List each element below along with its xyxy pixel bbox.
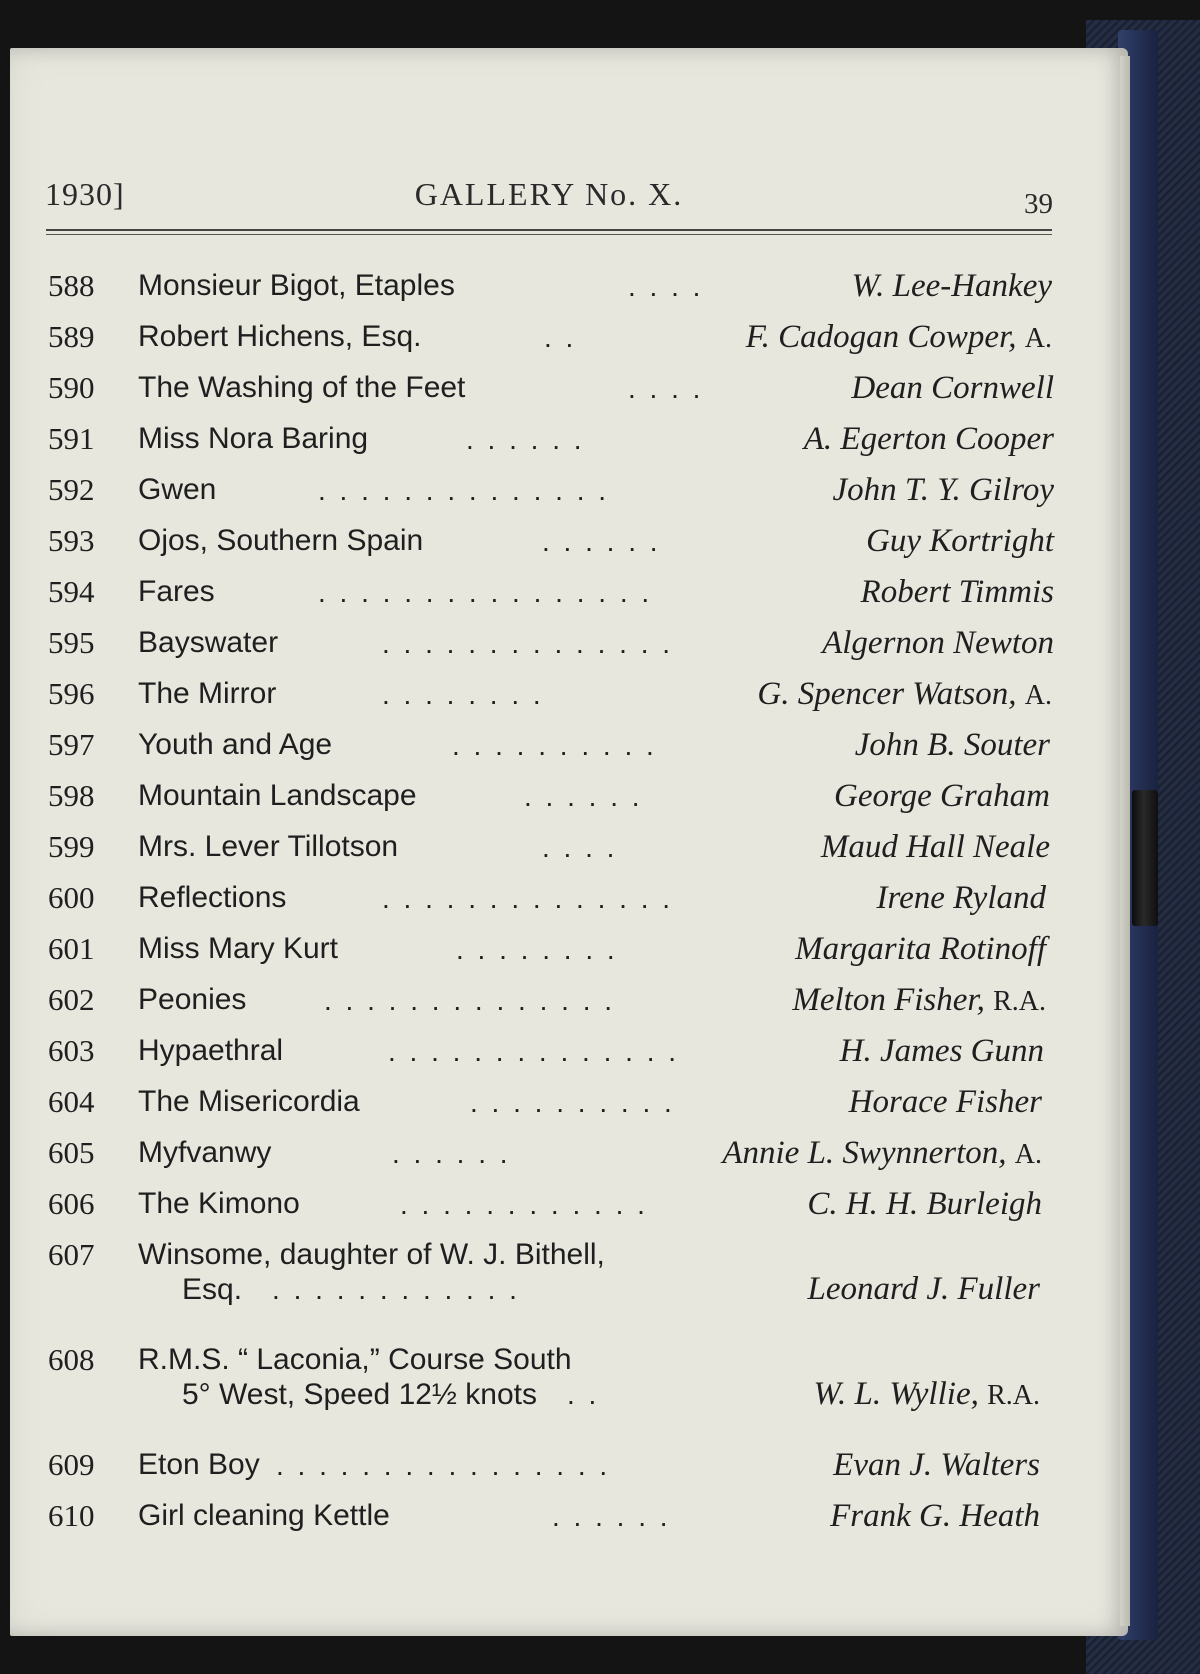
leader-dots: . . . . . . [524,781,643,812]
leader-dots: . . . . [628,271,704,302]
leader-dots: . . . . . . . . . . . . [400,1189,648,1220]
entry-title: R.M.S. “ Laconia,” Course South [138,1343,572,1376]
entry-number: 609 [48,1447,95,1482]
entry-artist: A. Egerton Cooper [803,421,1054,457]
entry-title-continued: 5° West, Speed 12½ knots . . [182,1378,600,1411]
entry-title: Miss Nora Baring [138,422,369,455]
leader-dots: . . . . . . . . . . . . . . [318,475,610,506]
entry-artist: Melton Fisher, R.A. [792,982,1046,1018]
leader-dots: . . . . . . . . . . . . . . [382,628,674,659]
leader-dots: . . . . . . . . . . . . . . . . [318,577,653,608]
catalogue-entry [48,262,1050,310]
entry-title: Winsome, daughter of W. J. Bithell, [138,1238,605,1271]
entry-artist: W. Lee-Hankey [851,268,1052,304]
entry-number: 594 [48,574,95,609]
entry-number: 607 [48,1237,95,1272]
leader-dots: . . [544,322,577,353]
leader-dots: . . . . . . . . . . . . [272,1274,520,1305]
leader-dots: . . . . . . . . . . . . . . [382,883,674,914]
entry-title: Peonies [138,983,247,1016]
catalogue-entry [48,721,1050,769]
entry-artist: C. H. H. Burleigh [807,1186,1042,1222]
entry-artist: H. James Gunn [839,1033,1044,1069]
entry-artist: F. Cadogan Cowper, A. [745,319,1052,355]
entry-artist: Margarita Rotinoff [795,931,1046,967]
running-header [45,170,1053,230]
entry-number: 589 [48,319,95,354]
entry-title: Girl cleaning Kettle [138,1499,390,1532]
leader-dots: . . . . [628,373,704,404]
entry-title: Myfvanwy [138,1136,272,1169]
entry-artist: W. L. Wyllie, R.A. [813,1376,1040,1412]
entry-number: 608 [48,1342,95,1377]
leader-dots: . . . . . . [466,424,585,455]
entry-number: 603 [48,1033,95,1068]
leader-dots: . . . . . . [392,1138,511,1169]
page-edge [1120,56,1130,1626]
artist-honour: R.A. [987,1380,1040,1411]
catalogue-entry [48,1027,1050,1075]
catalogue-entry [48,670,1050,718]
entry-number: 606 [48,1186,95,1221]
entry-title: Fares [138,575,215,608]
entry-title: The Mirror [138,677,277,710]
entry-title: Reflections [138,881,287,914]
entry-number: 601 [48,931,95,966]
bookmark-ribbon [1132,790,1158,926]
entry-artist: John B. Souter [854,727,1050,763]
leader-dots: . . . . . . [542,526,661,557]
artist-honour: A. [1024,680,1052,711]
artist-honour: A. [1024,323,1052,354]
catalogue-entry [48,313,1050,361]
entry-artist: Frank G. Heath [830,1498,1040,1534]
leader-dots: . . . . . . . . . . . . . . [388,1036,680,1067]
entry-number: 599 [48,829,95,864]
entry-number: 588 [48,268,95,303]
entry-artist: Guy Kortright [866,523,1054,559]
entry-title: Gwen [138,473,217,506]
entry-artist: Leonard J. Fuller [807,1271,1040,1307]
entry-number: 600 [48,880,95,915]
leader-dots: . . . . . . [552,1501,671,1532]
entry-number: 595 [48,625,95,660]
catalogue-entry [48,925,1050,973]
entry-number: 592 [48,472,95,507]
leader-dots: . . . . . . . . . . . . . . . . [276,1450,611,1481]
artist-honour: R.A. [993,986,1046,1017]
leader-dots: . . . . [542,832,618,863]
entry-artist: Maud Hall Neale [820,829,1050,865]
catalogue-entry [48,1441,1050,1489]
catalogue-entry [48,1078,1050,1126]
entry-title: Eton Boy [138,1448,260,1481]
entry-title: Bayswater [138,626,279,659]
page-number: 39 [1024,188,1053,220]
gallery-title: GALLERY No. X. [414,176,684,212]
entry-number: 602 [48,982,95,1017]
catalogue-entry [48,1129,1050,1177]
leader-dots: . . . . . . . . [456,934,618,965]
entry-number: 591 [48,421,95,456]
entry-number: 596 [48,676,95,711]
entry-title: Ojos, Southern Spain [138,524,424,557]
entry-title: The Misericordia [138,1085,360,1118]
catalogue-entry [48,1492,1050,1540]
entry-title: Robert Hichens, Esq. [138,320,422,353]
entry-artist: John T. Y. Gilroy [832,472,1054,508]
entry-artist: Irene Ryland [876,880,1046,916]
catalogue-entry [48,976,1050,1024]
leader-dots: . . [567,1379,600,1410]
entry-number: 590 [48,370,95,405]
entry-number: 598 [48,778,95,813]
entry-title: Mountain Landscape [138,779,417,812]
catalogue-entry [48,1231,1050,1321]
header-year: 1930] [45,176,125,212]
catalogue-entry [48,772,1050,820]
header-rule-thin [46,234,1052,235]
entry-artist: George Graham [834,778,1050,814]
leader-dots: . . . . . . . . [382,679,544,710]
catalogue-entry [48,415,1054,463]
entry-artist: Annie L. Swynnerton, A. [722,1135,1042,1171]
entry-artist: Algernon Newton [822,625,1054,661]
entry-artist: Horace Fisher [848,1084,1042,1120]
entry-title: Miss Mary Kurt [138,932,339,965]
leader-dots: . . . . . . . . . . . . . . [324,985,616,1016]
entry-title-continued: Esq. . . . . . . . . . . . . [182,1273,520,1306]
header-rule [46,229,1052,231]
entry-number: 597 [48,727,95,762]
entry-artist: Evan J. Walters [833,1447,1040,1483]
artist-honour: A. [1014,1139,1042,1170]
catalogue-entry [48,364,1054,412]
catalogue-entry [48,466,1054,514]
entry-number: 604 [48,1084,95,1119]
leader-dots: . . . . . . . . . . [470,1087,675,1118]
entry-title: Hypaethral [138,1034,284,1067]
entry-artist: Robert Timmis [860,574,1054,610]
catalogue-entry [48,619,1054,667]
leader-dots: . . . . . . . . . . [452,730,657,761]
entry-title: The Kimono [138,1187,300,1220]
entry-artist: G. Spencer Watson, A. [757,676,1052,712]
entry-title: Mrs. Lever Tillotson [138,830,399,863]
catalogue-entry [48,823,1050,871]
entry-title: Monsieur Bigot, Etaples [138,269,455,302]
entry-title: The Washing of the Feet [138,371,466,404]
entry-title: Youth and Age [138,728,333,761]
catalogue-entry [48,1336,1050,1426]
entry-number: 605 [48,1135,95,1170]
entry-number: 610 [48,1498,95,1533]
catalogue-entry [48,568,1054,616]
catalogue-entry [48,1180,1050,1228]
entry-number: 593 [48,523,95,558]
entry-artist: Dean Cornwell [851,370,1054,406]
catalogue-entry [48,517,1054,565]
catalogue-entry [48,874,1050,922]
